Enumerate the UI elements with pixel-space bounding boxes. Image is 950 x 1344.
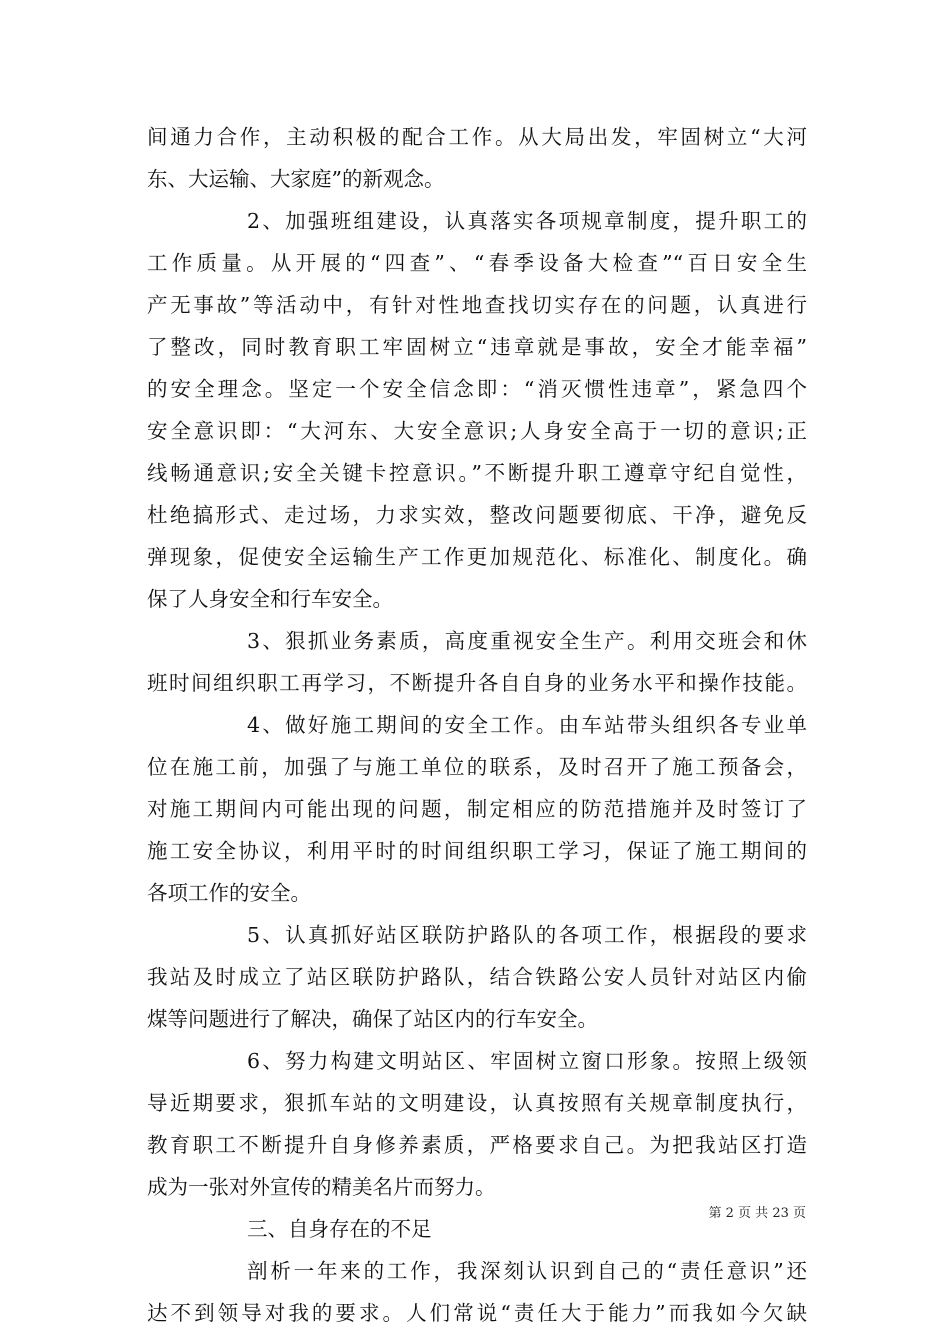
- page-number: 第 2 页 共 23 页: [708, 1206, 806, 1221]
- text-line: 位在施工前，加强了与施工单位的联系，及时召开了施工预备会，: [147, 755, 807, 779]
- text-line: 导近期要求，狠抓车站的文明建设，认真按照有关规章制度执行，: [147, 1091, 807, 1115]
- text-line: 2、加强班组建设，认真落实各项规章制度，提升职工的: [247, 209, 807, 233]
- text-line: 产无事故”等活动中，有针对性地查找切实存在的问题，认真进行: [147, 293, 807, 317]
- text-line: 3、狠抓业务素质，高度重视安全生产。利用交班会和休: [247, 629, 807, 653]
- text-line: 4、做好施工期间的安全工作。由车站带头组织各专业单: [247, 713, 807, 737]
- text-line: 了整改，同时教育职工牢固树立“违章就是事故，安全才能幸福”: [147, 335, 807, 359]
- text-line: 班时间组织职工再学习，不断提升各自自身的业务水平和操作技能。: [147, 671, 807, 695]
- text-line: 工作质量。从开展的“四查”、“春季设备大检查”“百日安全生: [147, 251, 807, 275]
- text-line: 煤等问题进行了解决，确保了站区内的行车安全。: [147, 1007, 598, 1031]
- text-line: 施工安全协议，利用平时的时间组织职工学习，保证了施工期间的: [147, 839, 807, 863]
- document-body: [147, 116, 807, 1334]
- text-line: 5、认真抓好站区联防护路队的各项工作，根据段的要求: [247, 923, 807, 947]
- text-line: 线畅通意识;安全关键卡控意识。”不断提升职工遵章守纪自觉性，: [147, 461, 807, 485]
- text-line: 三、自身存在的不足: [247, 1217, 432, 1241]
- text-line: 保了人身安全和行车安全。: [147, 587, 393, 611]
- text-line: 杜绝搞形式、走过场，力求实效，整改问题要彻底、干净，避免反: [147, 503, 807, 527]
- text-line: 的安全理念。坚定一个安全信念即：“消灭惯性违章”，紧急四个: [147, 377, 807, 401]
- text-line: 我站及时成立了站区联防护路队，结合铁路公安人员针对站区内偷: [147, 965, 807, 989]
- text-line: 安全意识即：“大河东、大安全意识;人身安全高于一切的意识;正: [147, 419, 807, 443]
- text-line: 东、大运输、大家庭”的新观念。: [147, 167, 445, 191]
- text-line: 剖析一年来的工作，我深刻认识到自己的“责任意识”还: [247, 1259, 807, 1283]
- text-line: 达不到领导对我的要求。人们常说“责任大于能力”而我如今欠缺: [147, 1301, 807, 1325]
- text-line: 6、努力构建文明站区、牢固树立窗口形象。按照上级领: [247, 1049, 807, 1073]
- text-line: 对施工期间内可能出现的问题，制定相应的防范措施并及时签订了: [147, 797, 807, 821]
- text-line: 成为一张对外宣传的精美名片而努力。: [147, 1175, 496, 1199]
- text-line: 间通力合作，主动积极的配合工作。从大局出发，牢固树立“大河: [147, 125, 807, 149]
- text-line: 教育职工不断提升自身修养素质，严格要求自己。为把我站区打造: [147, 1133, 807, 1157]
- text-line: 各项工作的安全。: [147, 881, 311, 905]
- text-line: 弹现象，促使安全运输生产工作更加规范化、标准化、制度化。确: [147, 545, 807, 569]
